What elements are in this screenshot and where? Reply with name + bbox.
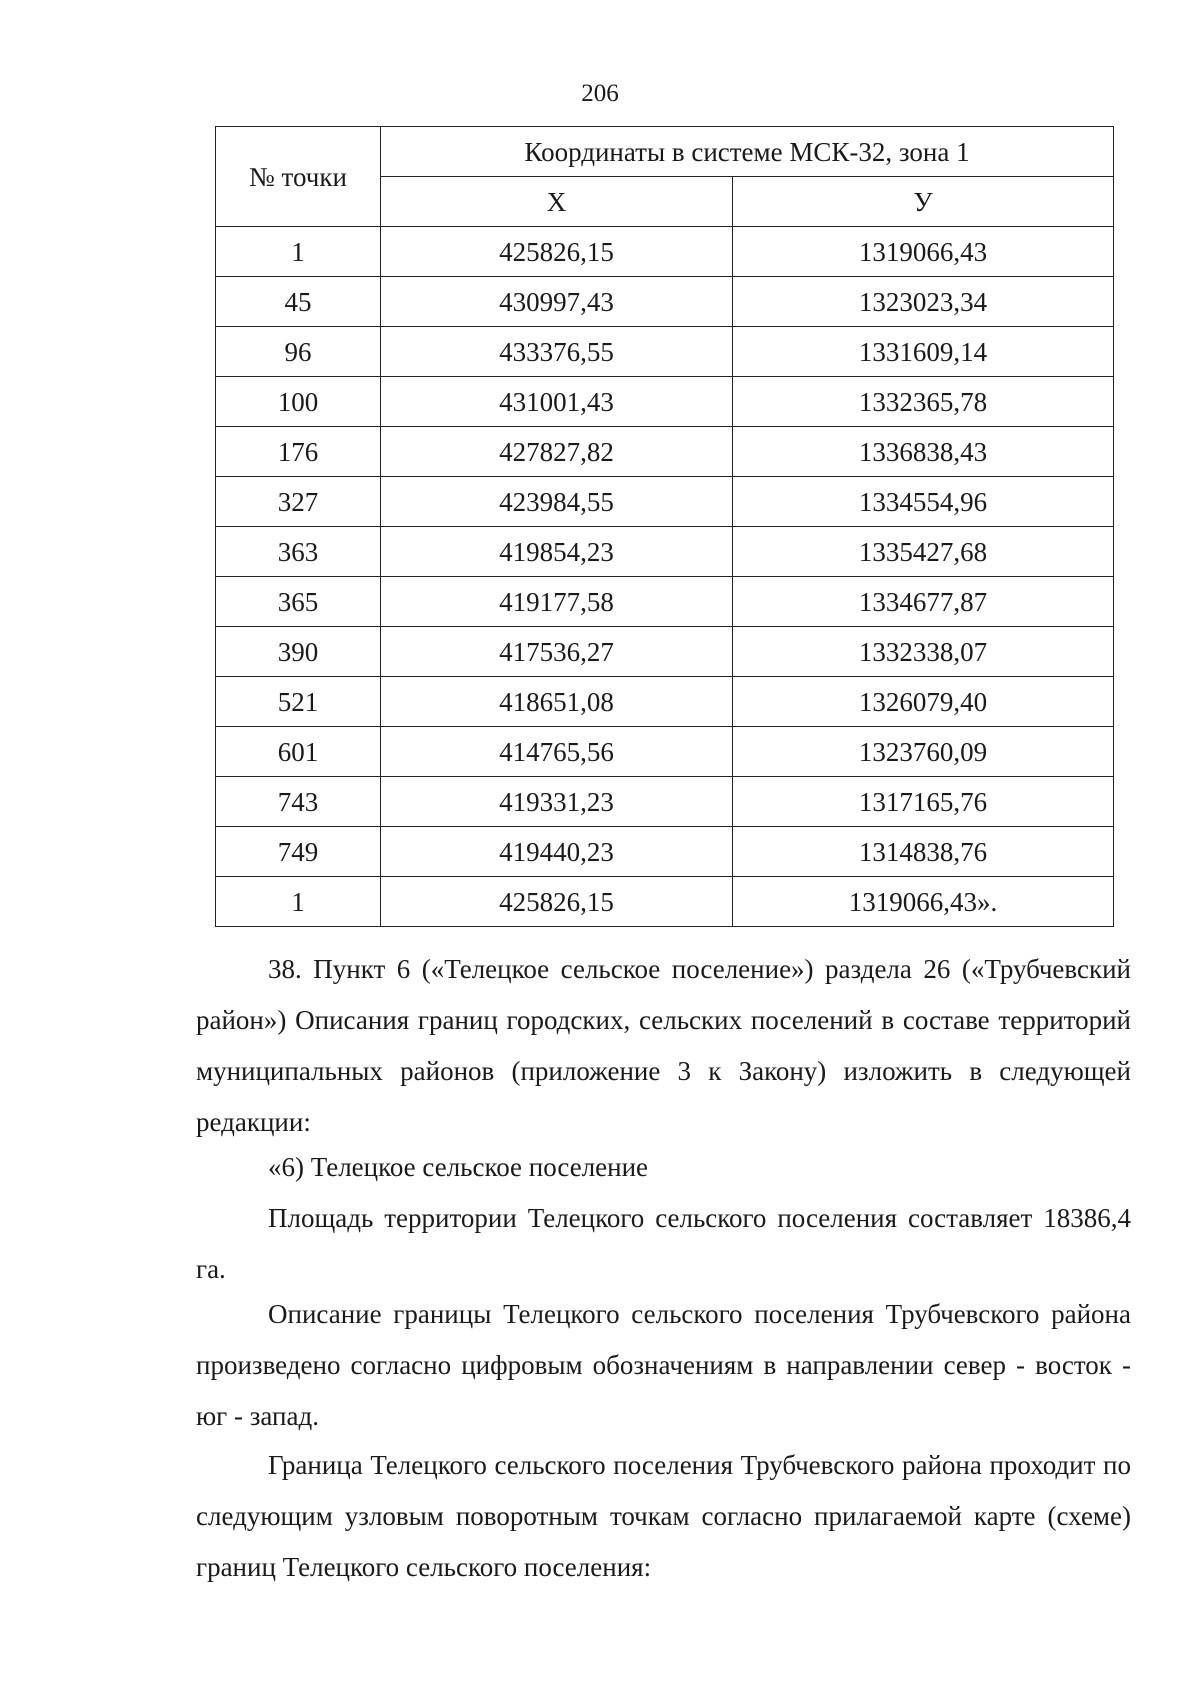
cell-y: 1334677,87: [733, 577, 1114, 627]
header-x: Х: [381, 177, 733, 227]
cell-y: 1331609,14: [733, 327, 1114, 377]
cell-y: 1332338,07: [733, 627, 1114, 677]
table-row: [216, 227, 1114, 277]
page-number: 206: [581, 80, 619, 107]
table-row: [216, 327, 1114, 377]
table-row: [216, 627, 1114, 677]
table-header-row: [216, 127, 1114, 177]
cell-y: 1335427,68: [733, 527, 1114, 577]
cell-point: 390: [216, 627, 381, 677]
cell-y: 1317165,76: [733, 777, 1114, 827]
cell-y: 1334554,96: [733, 477, 1114, 527]
cell-point: 45: [216, 277, 381, 327]
table-body: [216, 227, 1114, 927]
cell-y: 1319066,43: [733, 227, 1114, 277]
table-row: [216, 577, 1114, 627]
section-heading: «6) Телецкое сельское поселение: [268, 1152, 649, 1182]
paragraph-amendment-38: 38. Пункт 6 («Телецкое сельское поселение») раздела 26 («Трубчевский район») Описания границ городских, сельских поселений в составе территорий муниципальных районов (приложение 3 к Закону) изложить в следующей редакции:: [196, 954, 1131, 1137]
table-row: [216, 527, 1114, 577]
cell-x: 419331,23: [381, 777, 733, 827]
cell-x: 425826,15: [381, 227, 733, 277]
cell-y: 1336838,43: [733, 427, 1114, 477]
table-row: [216, 877, 1114, 927]
cell-x: 425826,15: [381, 877, 733, 927]
cell-point: 176: [216, 427, 381, 477]
paragraph-area: Площадь территории Телецкого сельского поселения составляет 18386,4 га.: [196, 1203, 1131, 1284]
header-y: У: [733, 177, 1114, 227]
table-row: [216, 477, 1114, 527]
cell-x: 418651,08: [381, 677, 733, 727]
cell-point: 521: [216, 677, 381, 727]
table-row: [216, 777, 1114, 827]
cell-point: 365: [216, 577, 381, 627]
cell-y: 1323760,09: [733, 727, 1114, 777]
paragraph-description: Описание границы Телецкого сельского поселения Трубчевского района произведено согласно цифровым обозначениям в направлении север - восток - юг - запад.: [196, 1299, 1131, 1431]
cell-point: 601: [216, 727, 381, 777]
table-row: [216, 677, 1114, 727]
cell-x: 433376,55: [381, 327, 733, 377]
cell-x: 430997,43: [381, 277, 733, 327]
cell-y: 1332365,78: [733, 377, 1114, 427]
header-point-number: № точки: [216, 127, 381, 227]
table-row: [216, 727, 1114, 777]
cell-x: 419440,23: [381, 827, 733, 877]
cell-point: 327: [216, 477, 381, 527]
cell-x: 431001,43: [381, 377, 733, 427]
cell-x: 417536,27: [381, 627, 733, 677]
cell-point: 96: [216, 327, 381, 377]
cell-y: 1314838,76: [733, 827, 1114, 877]
table-row: [216, 277, 1114, 327]
table-row: [216, 377, 1114, 427]
cell-point: 363: [216, 527, 381, 577]
cell-x: 423984,55: [381, 477, 733, 527]
cell-point: 1: [216, 877, 381, 927]
paragraph-boundary: Граница Телецкого сельского поселения Трубчевского района проходит по следующим узловым поворотным точкам согласно прилагаемой карте (схеме) границ Телецкого сельского поселения:: [196, 1450, 1131, 1582]
header-coordinate-system: Координаты в системе МСК-32, зона 1: [381, 127, 1114, 177]
cell-y: 1319066,43».: [733, 877, 1114, 927]
cell-point: 100: [216, 377, 381, 427]
cell-point: 749: [216, 827, 381, 877]
cell-point: 743: [216, 777, 381, 827]
cell-point: 1: [216, 227, 381, 277]
table-row: [216, 427, 1114, 477]
cell-x: 419177,58: [381, 577, 733, 627]
cell-x: 414765,56: [381, 727, 733, 777]
cell-x: 427827,82: [381, 427, 733, 477]
cell-y: 1326079,40: [733, 677, 1114, 727]
table-row: [216, 827, 1114, 877]
cell-y: 1323023,34: [733, 277, 1114, 327]
coordinates-table: [215, 126, 1114, 927]
cell-x: 419854,23: [381, 527, 733, 577]
